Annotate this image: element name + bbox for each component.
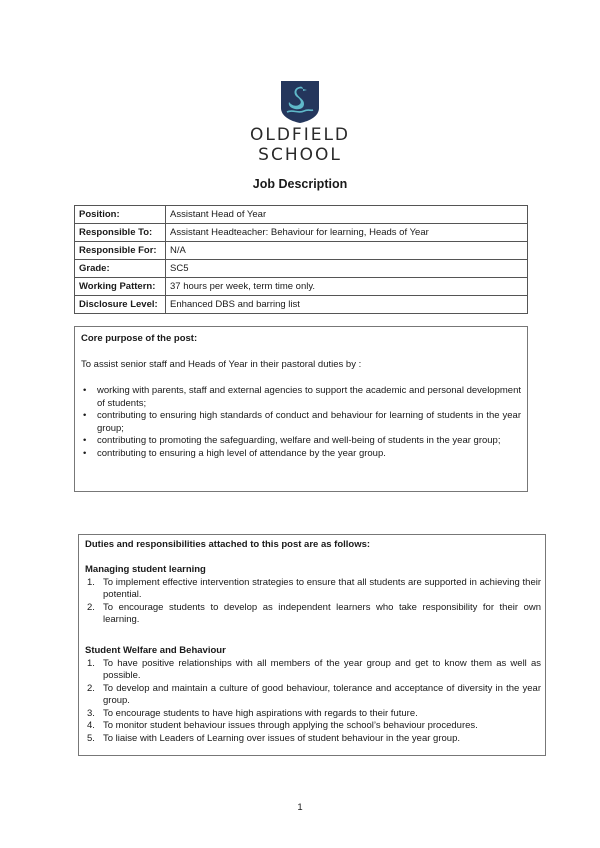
disclosure-level-label: Disclosure Level: [75,296,166,314]
list-item [81,448,521,461]
page-title: Job Description [252,177,348,191]
working-pattern-label: Working Pattern: [75,278,166,296]
table-row [75,224,528,242]
bullet-icon: • [83,410,87,421]
list-item-text: To encourage students to have high aspirations with regards to their future. [103,707,418,719]
position-label: Position: [75,206,166,224]
table-row [75,206,528,224]
list-item [81,410,521,435]
list-item: 3. To encourage students to have high aspirations with regards to their future. [87,707,418,719]
list-item: 5. To liaise with Leaders of Learning over issues of student behaviour in the year group. [87,732,460,744]
bullet-icon: • [83,435,87,446]
page-number: 1 [297,802,303,813]
list-item: 1. To have positive relationships with all members of the year group and get to know them as well as possible. [87,657,541,681]
responsible-to-value: Assistant Headteacher: Behaviour for learning, Heads of Year [166,224,528,242]
grade-label: Grade: [75,260,166,278]
list-item-text: To liaise with Leaders of Learning over issues of student behaviour in the year group. [103,732,460,744]
core-purpose-list [81,385,521,460]
duties-heading: Duties and responsibilities attached to this post are as follows: [85,539,371,550]
core-purpose-heading: Core purpose of the post: [81,333,198,344]
list-item-text: To develop and maintain a culture of good behaviour, tolerance and acceptance of diversity in the year group. [103,682,541,706]
list-item [81,435,521,448]
section-title: Managing student learning [85,564,206,575]
section-title: Student Welfare and Behaviour [85,645,226,656]
grade-value: SC5 [166,260,528,278]
list-item-text: To have positive relationships with all members of the year group and get to know them as well as possible. [103,657,541,681]
numbered-list [85,658,541,746]
table-row [75,296,528,314]
list-item: 1. To implement effective intervention strategies to ensure that all students are supported in achieving their potential. [87,576,541,600]
list-item-text: To implement effective intervention strategies to ensure that all students are supported in achieving their potential. [103,576,541,600]
working-pattern-value: 37 hours per week, term time only. [166,278,528,296]
list-item-text: To encourage students to develop as independent learners who take responsibility for their own learning. [103,601,541,625]
list-item-text: contributing to promoting the safeguarding, welfare and well-being of students in the year group; [97,435,501,446]
table-row [75,260,528,278]
responsible-for-label: Responsible For: [75,242,166,260]
list-item-text: contributing to ensuring high standards of conduct and behaviour for learning of students in the year group; [97,410,521,434]
bullet-icon: • [83,447,87,459]
job-info-table [74,205,528,314]
list-item: 2. To encourage students to develop as independent learners who take responsibility for their own learning. [87,601,541,625]
disclosure-level-value: Enhanced DBS and barring list [166,296,528,314]
duties-box [78,534,546,756]
list-item [81,385,521,410]
oldfield-swan-logo-icon [280,80,320,124]
numbered-list [85,577,541,627]
core-purpose-box [74,326,528,492]
core-purpose-intro: To assist senior staff and Heads of Year in their pastoral duties by : [81,359,362,370]
list-item-text: working with parents, staff and external agencies to support the academic and personal development of students; [97,385,521,409]
position-value: Assistant Head of Year [166,206,528,224]
managing-learning-section [85,564,541,627]
responsible-to-label: Responsible To: [75,224,166,242]
table-row [75,278,528,296]
school-name-line1: OLDFIELD [249,125,351,145]
school-name-line2: SCHOOL [258,145,342,165]
student-welfare-section [85,645,541,745]
list-item: 4. To monitor student behaviour issues through applying the school’s behaviour procedures. [87,720,478,731]
list-item-text: contributing to ensuring a high level of attendance by the year group. [97,447,386,459]
responsible-for-value: N/A [166,242,528,260]
list-item-text: To monitor student behaviour issues through applying the school’s behaviour procedures. [103,720,478,731]
bullet-icon: • [83,385,87,396]
table-row [75,242,528,260]
list-item: 2. To develop and maintain a culture of good behaviour, tolerance and acceptance of diversity in the year group. [87,682,541,706]
